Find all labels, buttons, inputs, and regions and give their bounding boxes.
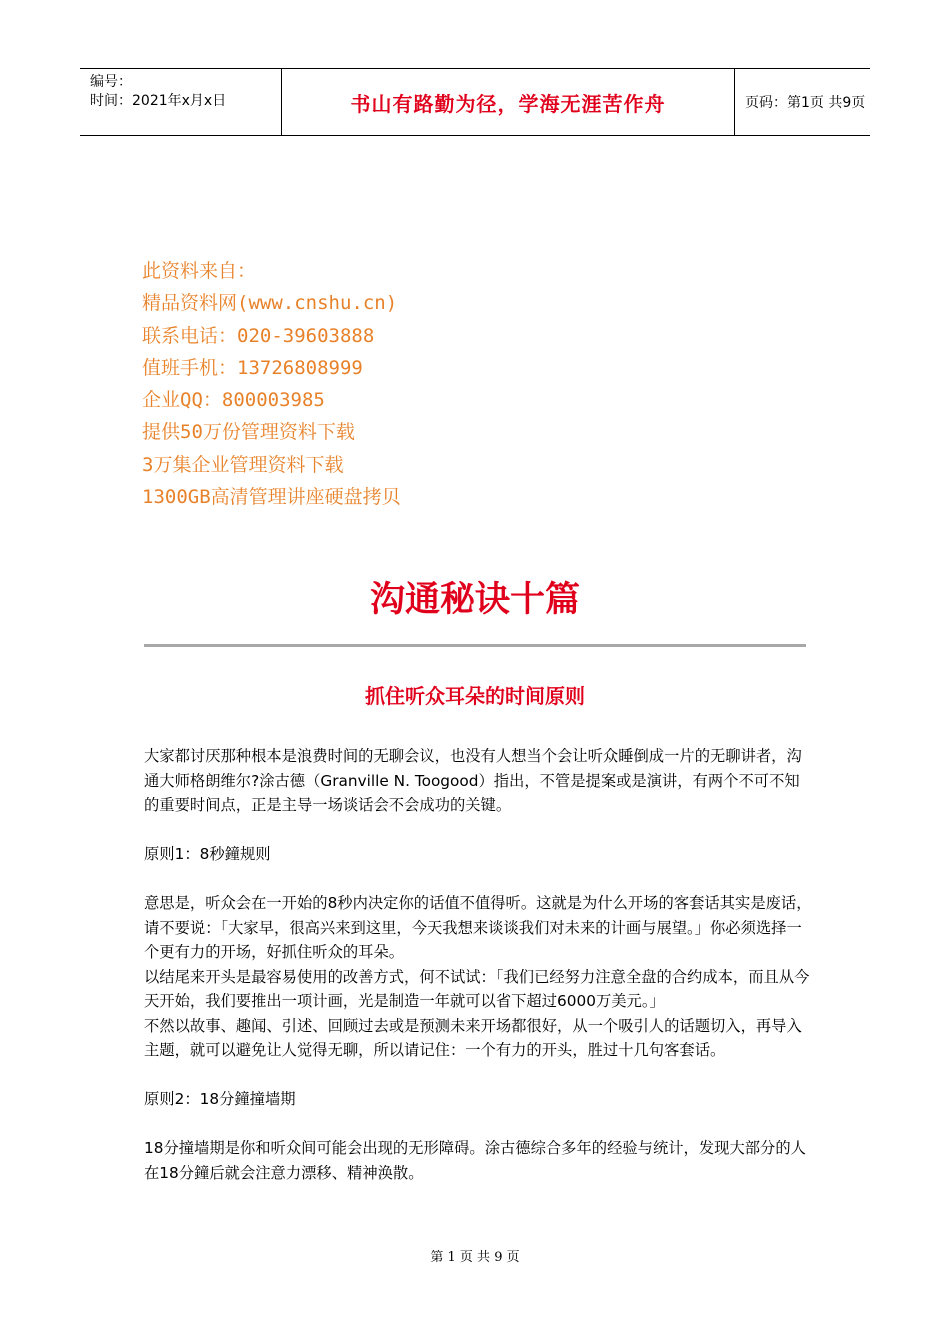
section-title: 抓住听众耳朵的时间原则 bbox=[365, 684, 585, 708]
source-line: 企业QQ：800003985 bbox=[142, 389, 325, 412]
rule1-paragraph-1: 意思是，听众会在一开始的8秒内决定你的话值不值得听。这就是为什么开场的客套话其实是废话，请不要说：「大家早，很高兴来到这里，今天我想来谈谈我们对未来的计画与展望。」你必须选择一个更有力的开场，好抓住听众的耳朵。 bbox=[144, 894, 812, 961]
rule2-heading: 原则2：18分鐘撞墙期 bbox=[144, 1090, 296, 1108]
source-line: 精品资料网(www.cnshu.cn) bbox=[142, 292, 398, 315]
source-line: 联系电话：020-39603888 bbox=[142, 324, 375, 347]
document-title: 沟通秘诀十篇 bbox=[369, 579, 580, 620]
header-page-cell bbox=[735, 69, 870, 135]
page-footer: 第 1 页 共 9 页 bbox=[430, 1250, 520, 1265]
intro-paragraph: 大家都讨厌那种根本是浪费时间的无聊会议，也没有人想当个会让听众睡倒成一片的无聊讲者，沟通大师格朗维尔?涂古德（Granville N. Toogood）指出，不管是提案或是演讲，有两个不可不知的重要时间点，正是主导一场谈话会不会成功的关键。 bbox=[144, 747, 802, 814]
rule1-paragraph-2: 以结尾来开头是最容易使用的改善方式，何不试试：「我们已经努力注意全盘的合约成本，而且从今天开始，我们要推出一项计画，光是制造一年就可以省下超过6000万美元。」 bbox=[144, 967, 810, 1010]
rule2-paragraph-1: 18分撞墙期是你和听众间可能会出现的无形障碍。涂古德综合多年的经验与统计，发现大部分的人在18分鐘后就会注意力漂移、精神涣散。 bbox=[144, 1139, 806, 1182]
header-motto-cell bbox=[282, 69, 735, 135]
source-info-block bbox=[142, 255, 742, 513]
document-body bbox=[144, 744, 814, 1185]
source-line: 提供50万份管理资料下载 bbox=[142, 421, 355, 444]
source-line: 3万集企业管理资料下载 bbox=[142, 453, 344, 476]
motto-text: 书山有路勤为径，学海无涯苦作舟 bbox=[350, 91, 666, 116]
source-line: 1300GB高清管理讲座硬盘拷贝 bbox=[142, 486, 401, 509]
source-line: 此资料来自： bbox=[142, 260, 257, 282]
rule1-paragraph-3: 不然以故事、趣闻、引述、回顾过去或是预测未来开场都很好，从一个吸引人的话题切入，再导入主题，就可以避免让人觉得无聊，所以请记住：一个有力的开头，胜过十几句客套话。 bbox=[144, 1016, 802, 1059]
source-line: 值班手机：13726808999 bbox=[142, 356, 363, 379]
header-table bbox=[80, 68, 870, 136]
header-meta-cell bbox=[80, 69, 282, 135]
rule1-heading: 原则1：8秒鐘规则 bbox=[144, 845, 271, 863]
title-divider bbox=[144, 644, 806, 647]
page-code: 页码：第1页 共9页 bbox=[745, 95, 866, 111]
time-label: 时间：2021年x月x日 bbox=[90, 93, 227, 109]
number-label: 编号： bbox=[90, 74, 132, 90]
